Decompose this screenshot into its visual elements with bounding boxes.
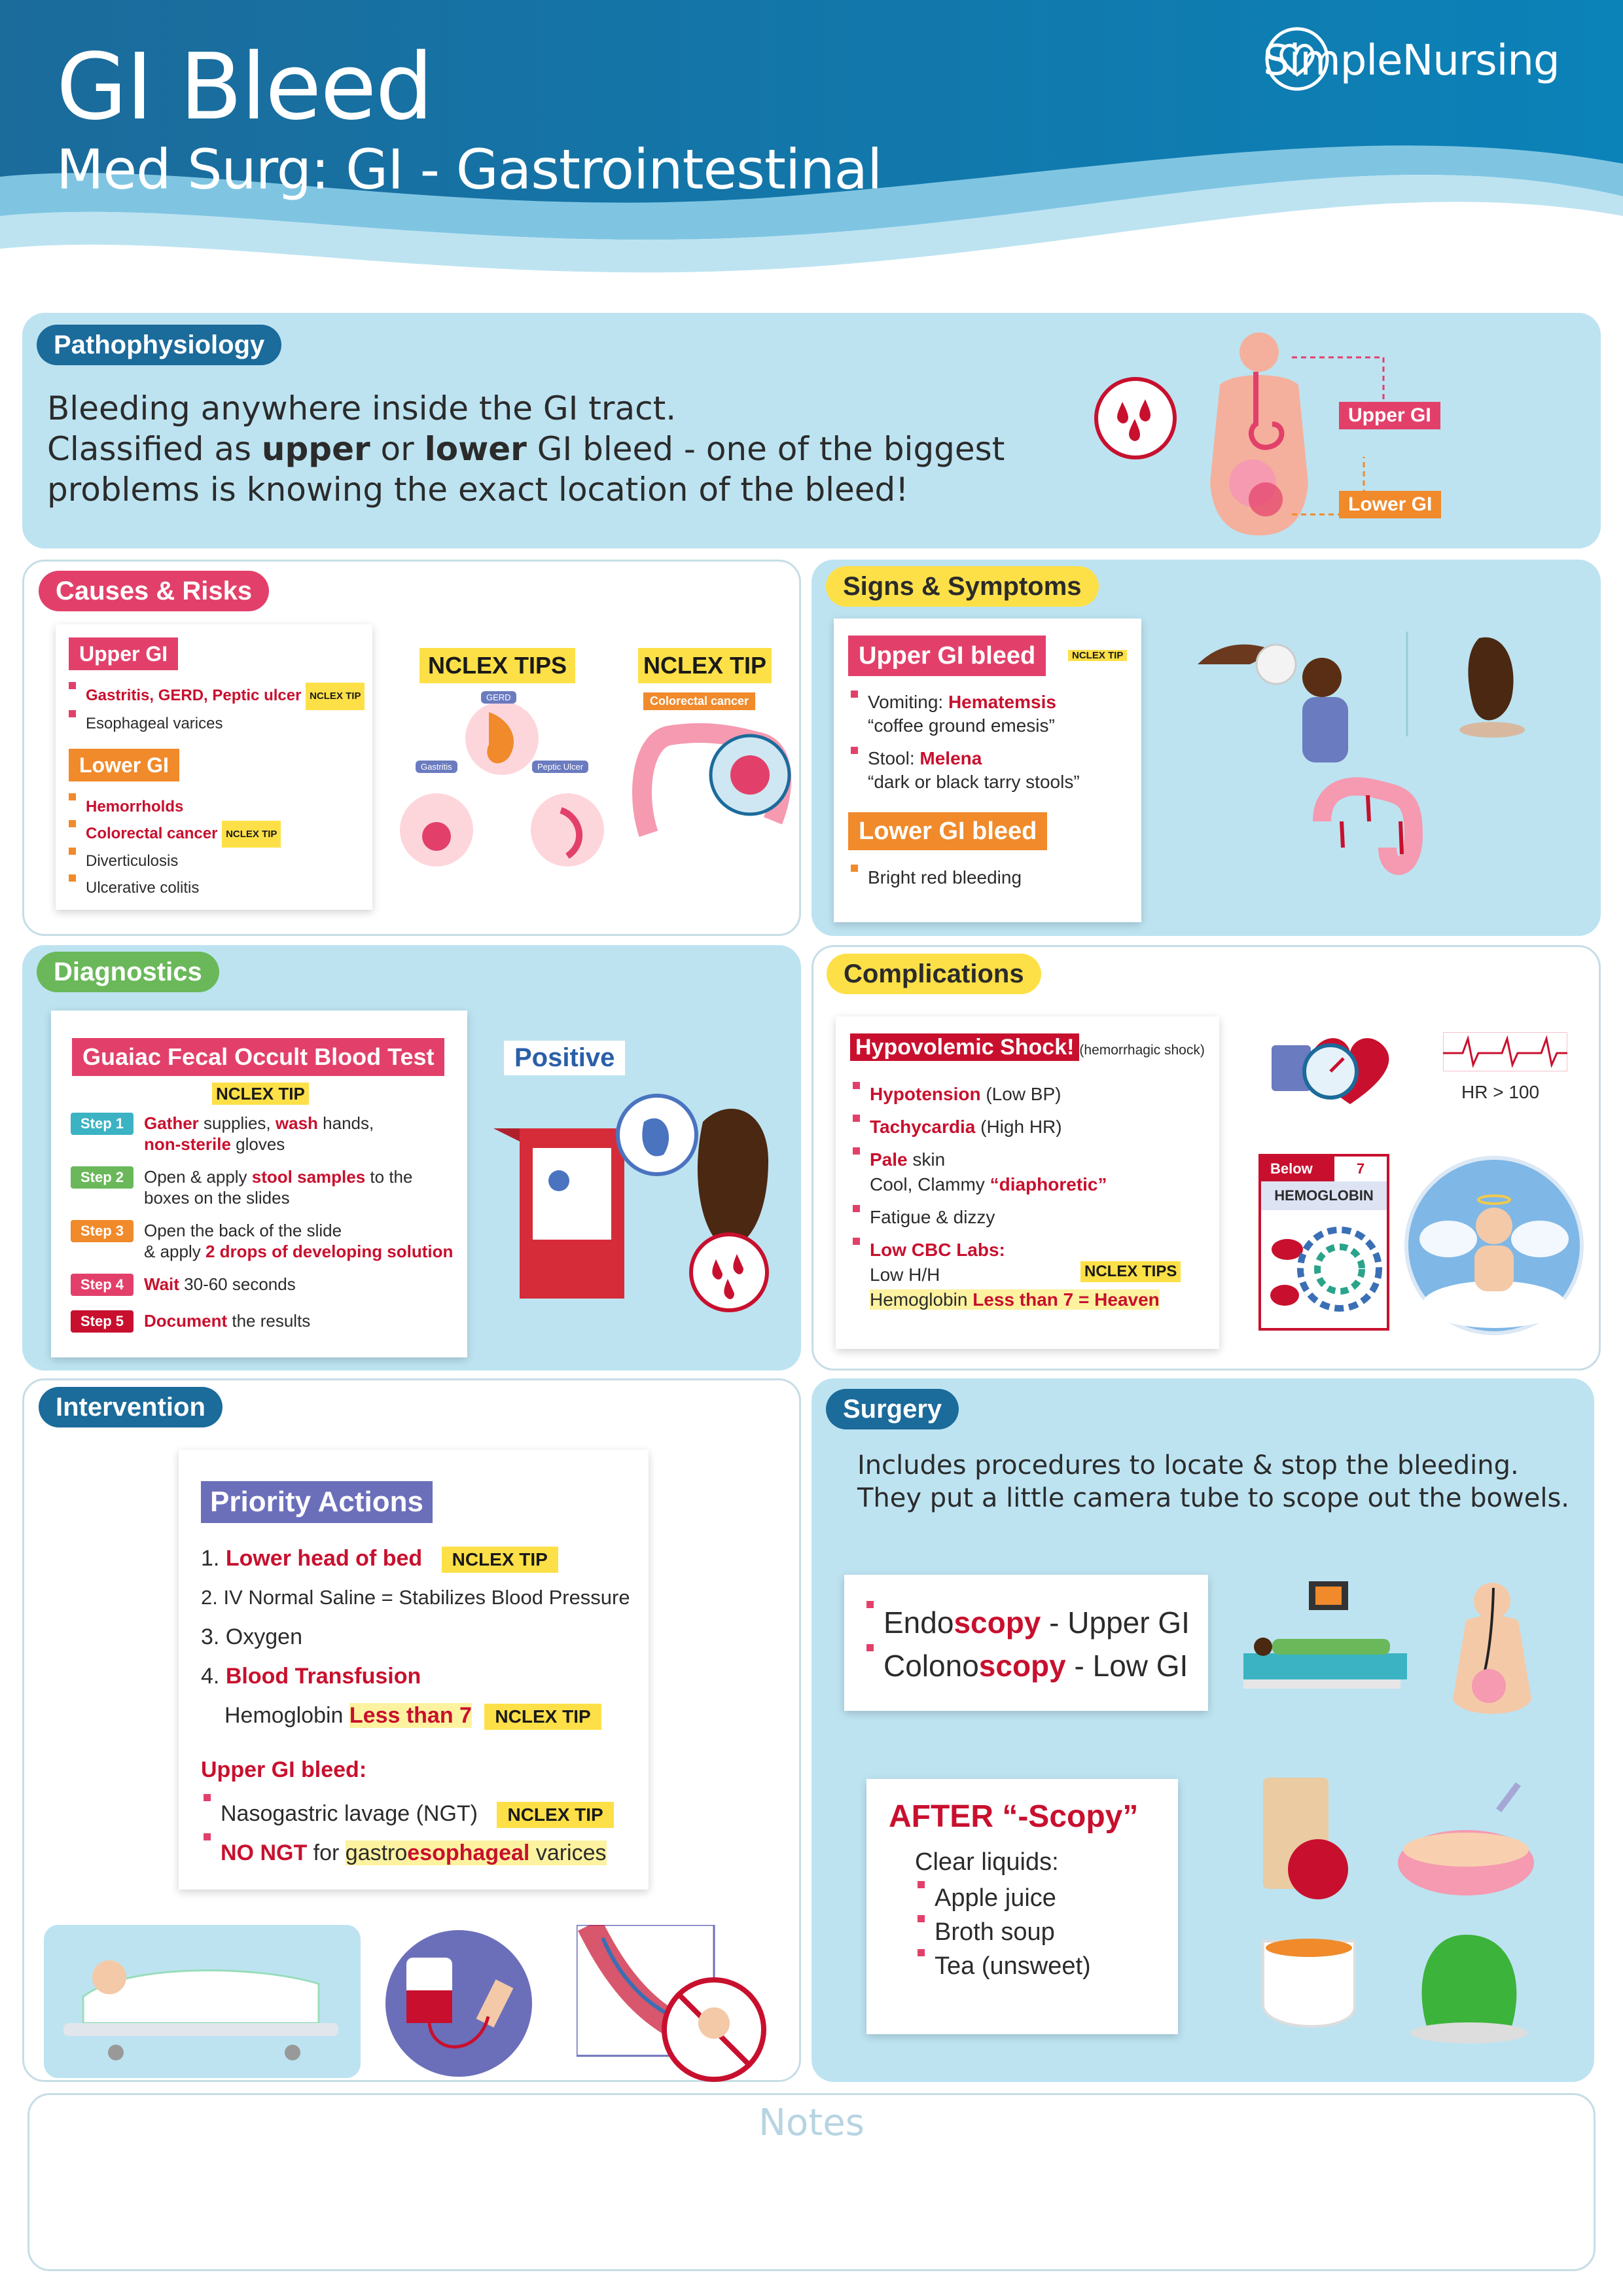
guaiac-card bbox=[51, 1011, 467, 1357]
diagnostics-label: Diagnostics bbox=[37, 952, 219, 992]
after-scopy-heading: AFTER “-Scopy” bbox=[889, 1799, 1139, 1834]
lower-gi-bleed-heading: Lower GI bleed bbox=[848, 812, 1047, 850]
no-ngt-icon bbox=[577, 1925, 773, 2082]
step-row-4 bbox=[71, 1274, 463, 1296]
symptom-illustrations bbox=[1191, 625, 1597, 913]
upper-gi-bleed-actions bbox=[201, 1794, 639, 1873]
list-item: Endoscopy - Upper GI bbox=[864, 1601, 1190, 1644]
stool-test-illustration bbox=[493, 1083, 794, 1357]
list-item: Broth soup bbox=[915, 1915, 1091, 1949]
list-item: Nasogastric lavage (NGT) NCLEX TIP bbox=[201, 1794, 639, 1833]
priority-actions-heading: Priority Actions bbox=[201, 1481, 433, 1523]
positive-label: Positive bbox=[504, 1041, 625, 1075]
bed-icon bbox=[44, 1925, 361, 2078]
intervention-panel bbox=[22, 1378, 801, 2082]
priority-actions-card bbox=[179, 1450, 649, 1890]
patho-line-2: Classified as upper or lower GI bleed - one of the biggest bbox=[47, 430, 1005, 468]
below-label: Below bbox=[1261, 1157, 1334, 1181]
bp-heart-icon bbox=[1265, 1026, 1396, 1111]
pathophysiology-label: Pathophysiology bbox=[37, 325, 281, 365]
pathophysiology-text bbox=[47, 388, 1005, 510]
after-scopy-card bbox=[866, 1779, 1178, 2034]
list-item: Esophageal varices bbox=[66, 710, 365, 738]
hemoglobin-label: HEMOGLOBIN bbox=[1261, 1181, 1387, 1210]
hypovolemic-card bbox=[836, 1016, 1219, 1349]
list-item: Gastritis, GERD, Peptic ulcer NCLEX TIP bbox=[66, 682, 365, 710]
upper-gi-bleed-heading: Upper GI bleed bbox=[848, 636, 1046, 676]
page-title: GI Bleed bbox=[56, 34, 433, 141]
step-row-1 bbox=[71, 1113, 463, 1155]
step-text-4: Wait 30-60 seconds bbox=[144, 1274, 296, 1294]
upper-gi-heading: Upper GI bbox=[69, 637, 178, 670]
scopy-card bbox=[844, 1575, 1208, 1711]
hemoglobin-card bbox=[1258, 1154, 1389, 1331]
gastritis-label: Gastritis bbox=[416, 761, 457, 773]
clear-liquids-list bbox=[915, 1881, 1091, 1983]
lower-gi-signs bbox=[848, 865, 1022, 891]
list-item: Bright red bleeding bbox=[848, 865, 1022, 891]
list-item: NO NGT for gastroesophageal varices bbox=[201, 1833, 639, 1873]
nclex-tip-tag: NCLEX TIP bbox=[1068, 650, 1127, 661]
page-subtitle: Med Surg: GI - Gastrointestinal bbox=[56, 137, 882, 202]
list-item: Fatigue & dizzy bbox=[850, 1205, 1210, 1230]
step-badge-2: Step 2 bbox=[71, 1166, 134, 1189]
list-item: Diverticulosis bbox=[66, 848, 281, 874]
patho-line-3: problems is knowing the exact location of the bleed! bbox=[47, 471, 909, 509]
priority-action-4: 4. Blood Transfusion bbox=[201, 1664, 421, 1689]
list-item: Pale skin Cool, Clammy “diaphoretic” bbox=[850, 1147, 1210, 1197]
list-item: Ulcerative colitis bbox=[66, 874, 281, 901]
nclex-tips-label: NCLEX TIPS bbox=[419, 648, 575, 683]
list-item: Low CBC Labs: Low H/H Hemoglobin Less than 7 = Heaven bbox=[850, 1238, 1210, 1312]
surgery-label: Surgery bbox=[826, 1389, 959, 1429]
heart-rate-icon bbox=[1443, 1032, 1567, 1071]
scopy-list bbox=[864, 1601, 1190, 1687]
list-item: Hypotension (Low BP) bbox=[850, 1082, 1210, 1107]
brand bbox=[1263, 25, 1560, 97]
step-row-2 bbox=[71, 1166, 463, 1208]
step-text-3: Open the back of the slide & apply 2 drops of developing solution bbox=[144, 1221, 454, 1261]
step-badge-1: Step 1 bbox=[71, 1113, 134, 1135]
step-text-2: Open & apply stool samples to the boxes on the slides bbox=[144, 1167, 413, 1208]
priority-action-1: 1. Lower head of bed NCLEX TIP bbox=[201, 1539, 639, 1578]
endoscopy-illustration bbox=[1243, 1575, 1584, 1725]
blood-drops-icon bbox=[1093, 376, 1178, 461]
surgery-line-1: Includes procedures to locate & stop the bleeding. bbox=[857, 1450, 1519, 1480]
step-badge-5: Step 5 bbox=[71, 1310, 134, 1333]
pathophysiology-panel bbox=[22, 313, 1601, 548]
heart-rate-text: HR > 100 bbox=[1461, 1082, 1540, 1102]
nclex-tip-label: NCLEX TIP bbox=[638, 648, 772, 683]
upper-gi-tag: Upper GI bbox=[1339, 402, 1440, 429]
step-text-5: Document the results bbox=[144, 1311, 311, 1331]
surgery-description bbox=[857, 1449, 1569, 1515]
upper-gi-causes bbox=[66, 682, 365, 738]
signs-symptoms-panel bbox=[812, 560, 1601, 936]
blood-transfusion-icon bbox=[380, 1925, 537, 2082]
guaiac-heading: Guaiac Fecal Occult Blood Test bbox=[72, 1038, 444, 1076]
causes-card bbox=[56, 624, 372, 910]
hemoglobin-value: 7 bbox=[1356, 1160, 1365, 1177]
peptic-ulcer-label: Peptic Ulcer bbox=[532, 761, 588, 773]
list-item: Tachycardia (High HR) bbox=[850, 1115, 1210, 1139]
list-item: Vomiting: Hematemsis “coffee ground emesis” bbox=[848, 691, 1080, 738]
step-text-1: Gather supplies, wash hands, non-sterile gloves bbox=[144, 1113, 374, 1154]
stethoscope-heart-icon bbox=[1263, 25, 1331, 93]
lower-gi-heading: Lower GI bbox=[69, 749, 179, 781]
notes-label: Notes bbox=[758, 2102, 865, 2144]
complications-panel bbox=[812, 945, 1601, 1371]
nclex-tips-tag: NCLEX TIPS bbox=[1080, 1261, 1181, 1282]
causes-risks-panel bbox=[22, 560, 801, 936]
notes-panel[interactable] bbox=[27, 2093, 1596, 2271]
hypovolemic-heading: Hypovolemic Shock! (hemorrhagic shock) bbox=[850, 1035, 1205, 1060]
surgery-line-2: They put a little camera tube to scope out the bowels. bbox=[857, 1483, 1570, 1513]
colorectal-cancer-label: Colorectal cancer bbox=[643, 692, 755, 710]
priority-action-4-note: Hemoglobin Less than 7 NCLEX TIP bbox=[201, 1696, 639, 1735]
heaven-angel-icon bbox=[1402, 1154, 1586, 1337]
nclex-tip-tag: NCLEX TIP bbox=[212, 1083, 309, 1105]
step-badge-4: Step 4 bbox=[71, 1274, 134, 1296]
clear-liquids-label: Clear liquids: bbox=[915, 1848, 1059, 1876]
gerd-label: GERD bbox=[481, 691, 516, 704]
lower-gi-causes bbox=[66, 793, 281, 901]
list-item: Hemorrholds bbox=[66, 793, 281, 820]
stomach-conditions-icon bbox=[397, 686, 607, 889]
intervention-label: Intervention bbox=[39, 1387, 223, 1427]
surgery-panel bbox=[812, 1378, 1594, 2082]
priority-action-2: 2. IV Normal Saline = Stabilizes Blood Pressure bbox=[201, 1586, 630, 1609]
step-row-3 bbox=[71, 1220, 463, 1262]
patho-line-1: Bleeding anywhere inside the GI tract. bbox=[47, 389, 677, 427]
causes-risks-label: Causes & Risks bbox=[39, 571, 269, 611]
list-item: Tea (unsweet) bbox=[915, 1949, 1091, 1983]
signs-symptoms-label: Signs & Symptoms bbox=[826, 566, 1099, 607]
colon-icon bbox=[629, 716, 799, 847]
diagnostics-panel bbox=[22, 945, 801, 1371]
upper-gi-bleed-heading: Upper GI bleed: bbox=[201, 1757, 367, 1782]
guaiac-steps bbox=[71, 1113, 463, 1333]
complications-label: Complications bbox=[827, 954, 1041, 994]
signs-card bbox=[834, 619, 1141, 922]
priority-action-3: 3. Oxygen bbox=[201, 1624, 302, 1649]
header-banner bbox=[0, 0, 1623, 308]
list-item: Colonoscopy - Low GI bbox=[864, 1644, 1190, 1687]
upper-gi-signs bbox=[848, 691, 1080, 794]
list-item: Stool: Melena “dark or black tarry stools” bbox=[848, 747, 1080, 794]
lower-gi-tag: Lower GI bbox=[1339, 491, 1441, 518]
list-item: Colorectal cancer NCLEX TIP bbox=[66, 820, 281, 848]
step-badge-3: Step 3 bbox=[71, 1220, 134, 1242]
hemoglobin-molecule-icon bbox=[1261, 1210, 1387, 1328]
step-row-5 bbox=[71, 1310, 463, 1333]
list-item: Apple juice bbox=[915, 1881, 1091, 1915]
priority-actions-list bbox=[201, 1539, 639, 1735]
brand-name: SimpleNursing bbox=[1263, 37, 1560, 85]
clear-liquids-icons bbox=[1250, 1771, 1577, 2059]
